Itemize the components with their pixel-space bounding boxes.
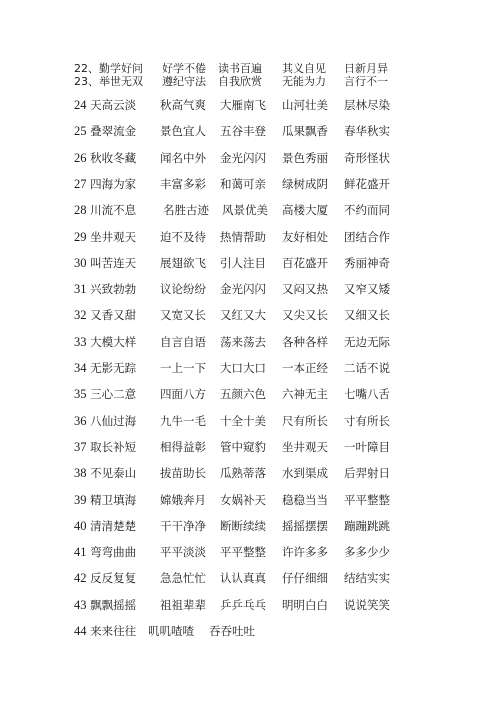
idiom-cell — [74, 121, 136, 141]
idiom-cell: 议论纷纷 — [160, 282, 206, 296]
row-number: 24 — [74, 98, 87, 112]
idiom-cell — [74, 174, 136, 194]
row-number: 36 — [74, 414, 87, 428]
idiom-cell: 23、举世无双 — [74, 75, 143, 88]
row-number: 38 — [74, 466, 87, 480]
idiom-cell: 一本正经 — [282, 361, 328, 375]
row-number: 29 — [74, 230, 87, 244]
row-number: 25 — [74, 124, 87, 138]
idiom-text: 来来往往 — [90, 624, 137, 638]
idiom-row — [0, 200, 500, 220]
idiom-cell — [74, 384, 136, 404]
row-number: 28 — [74, 203, 87, 217]
idiom-cell: 引人注目 — [220, 256, 266, 270]
idiom-cell: 无边无际 — [344, 335, 390, 349]
idiom-cell: 展翅欲飞 — [160, 256, 206, 270]
idiom-row — [0, 516, 500, 536]
row-number: 37 — [74, 440, 87, 454]
idiom-cell: 瓜熟蒂落 — [220, 466, 266, 480]
idiom-cell: 好学不倦 — [162, 62, 206, 75]
idiom-cell: 乒乒乓乓 — [220, 598, 266, 612]
idiom-cell: 奇形怪状 — [344, 151, 390, 165]
idiom-row — [0, 174, 500, 194]
idiom-cell: 吞吞吐吐 — [209, 624, 255, 638]
idiom-text: 清清楚楚 — [90, 519, 137, 533]
idiom-cell: 五颜六色 — [220, 387, 266, 401]
idiom-cell: 蹦蹦跳跳 — [344, 519, 390, 533]
idiom-cell: 秀丽神奇 — [344, 256, 390, 270]
idiom-cell: 又窄又矮 — [344, 282, 390, 296]
idiom-cell: 结结实实 — [344, 571, 390, 585]
idiom-cell — [74, 200, 136, 220]
idiom-cell: 不约而同 — [344, 203, 390, 217]
row-number: 42 — [74, 571, 87, 585]
idiom-cell: 相得益彰 — [160, 440, 206, 454]
idiom-cell: 金光闪闪 — [220, 151, 266, 165]
idiom-row — [0, 279, 500, 299]
row-number: 43 — [74, 598, 87, 612]
row-number: 26 — [74, 151, 87, 165]
idiom-cell: 高楼大厦 — [282, 203, 328, 217]
idiom-cell: 又宽又长 — [160, 308, 206, 322]
idiom-cell: 各种各样 — [282, 335, 328, 349]
idiom-cell: 水到渠成 — [282, 466, 328, 480]
idiom-cell: 后羿射日 — [344, 466, 390, 480]
idiom-cell: 祖祖辈辈 — [160, 598, 206, 612]
idiom-cell: 又闷又热 — [282, 282, 328, 296]
idiom-cell: 自我欣赏 — [218, 75, 262, 88]
idiom-cell: 大口大口 — [220, 361, 266, 375]
idiom-cell: 平平整整 — [344, 493, 390, 507]
idiom-cell — [74, 516, 136, 536]
idiom-row — [0, 437, 500, 457]
idiom-cell: 嫦娥奔月 — [160, 493, 206, 507]
idiom-cell — [74, 279, 136, 299]
idiom-cell: 又细又长 — [344, 308, 390, 322]
idiom-cell: 干干净净 — [160, 519, 206, 533]
idiom-cell — [74, 95, 136, 115]
idiom-cell: 四面八方 — [160, 387, 206, 401]
idiom-row — [0, 121, 500, 141]
idiom-cell: 平平淡淡 — [160, 545, 206, 559]
idiom-cell — [74, 542, 136, 562]
idiom-cell — [74, 437, 136, 457]
idiom-row — [0, 148, 500, 168]
idiom-cell: 五谷丰登 — [220, 124, 266, 138]
row-number: 44 — [74, 624, 87, 638]
idiom-cell: 景色宜人 — [160, 124, 206, 138]
idiom-text: 精卫填海 — [90, 493, 137, 507]
row-number: 27 — [74, 177, 87, 191]
idiom-cell: 急急忙忙 — [160, 571, 206, 585]
idiom-cell: 百花盛开 — [282, 256, 328, 270]
idiom-text: 叠翠流金 — [90, 124, 137, 138]
idiom-cell: 遵纪守法 — [162, 75, 206, 88]
idiom-text: 三心二意 — [90, 387, 137, 401]
idiom-cell: 言行不一 — [344, 75, 388, 88]
idiom-row — [0, 595, 500, 615]
idiom-cell — [74, 463, 136, 483]
idiom-row — [0, 332, 500, 352]
idiom-cell: 六神无主 — [282, 387, 328, 401]
idiom-cell: 说说笑笑 — [344, 598, 390, 612]
idiom-text: 不见泰山 — [90, 466, 137, 480]
idiom-cell: 多多少少 — [344, 545, 390, 559]
idiom-cell — [74, 148, 136, 168]
idiom-text: 又香又甜 — [90, 308, 137, 322]
idiom-text: 取长补短 — [90, 440, 137, 454]
idiom-cell: 明明白白 — [282, 598, 328, 612]
idiom-cell: 绿树成阴 — [282, 177, 328, 191]
idiom-cell — [74, 253, 136, 273]
idiom-cell: 女娲补天 — [220, 493, 266, 507]
idiom-cell: 风景优美 — [222, 203, 268, 217]
idiom-cell: 又尖又长 — [282, 308, 328, 322]
idiom-text: 八仙过海 — [90, 414, 137, 428]
idiom-cell — [74, 595, 136, 615]
idiom-cell: 山河壮美 — [282, 98, 328, 112]
idiom-cell: 稳稳当当 — [282, 493, 328, 507]
idiom-cell — [74, 332, 136, 352]
idiom-cell: 闻名中外 — [160, 151, 206, 165]
idiom-text: 川流不息 — [90, 203, 137, 217]
idiom-text: 反反复复 — [90, 571, 137, 585]
idiom-cell: 22、勤学好问 — [74, 62, 143, 75]
idiom-cell: 坐井观天 — [282, 440, 328, 454]
idiom-text: 叫苦连天 — [90, 256, 137, 270]
idiom-cell: 日新月异 — [344, 62, 388, 75]
row-number: 31 — [74, 282, 87, 296]
idiom-text: 弯弯曲曲 — [90, 545, 137, 559]
row-number: 30 — [74, 256, 87, 270]
row-number: 39 — [74, 493, 87, 507]
idiom-cell: 一上一下 — [160, 361, 206, 375]
idiom-text: 四海为家 — [90, 177, 137, 191]
idiom-row — [0, 542, 500, 562]
row-number: 34 — [74, 361, 87, 375]
idiom-text: 无影无踪 — [90, 361, 137, 375]
idiom-cell: 断断续续 — [220, 519, 266, 533]
row-number: 33 — [74, 335, 87, 349]
idiom-text: 兴致勃勃 — [90, 282, 137, 296]
row-number: 40 — [74, 519, 87, 533]
idiom-cell: 读书百遍 — [218, 62, 262, 75]
idiom-row — [0, 62, 500, 76]
idiom-row — [0, 95, 500, 115]
idiom-cell: 荡来荡去 — [220, 335, 266, 349]
idiom-cell — [74, 490, 136, 510]
row-number: 41 — [74, 545, 87, 559]
idiom-cell: 无能为力 — [282, 75, 326, 88]
idiom-cell: 平平整整 — [220, 545, 266, 559]
idiom-cell: 热情帮助 — [220, 230, 266, 244]
idiom-cell: 大雁南飞 — [220, 98, 266, 112]
idiom-text: 坐井观天 — [90, 230, 137, 244]
idiom-cell: 拔苗助长 — [160, 466, 206, 480]
row-number: 35 — [74, 387, 87, 401]
idiom-cell: 景色秀丽 — [282, 151, 328, 165]
idiom-cell: 瓜果飘香 — [282, 124, 328, 138]
idiom-cell: 迫不及待 — [160, 230, 206, 244]
idiom-cell — [74, 621, 136, 641]
idiom-row — [0, 621, 500, 641]
idiom-cell: 九牛一毛 — [160, 414, 206, 428]
idiom-cell: 许许多多 — [282, 545, 328, 559]
idiom-cell: 春华秋实 — [344, 124, 390, 138]
idiom-cell: 十全十美 — [220, 414, 266, 428]
idiom-cell: 寸有所长 — [344, 414, 390, 428]
idiom-text: 飘飘摇摇 — [90, 598, 137, 612]
idiom-cell — [74, 568, 136, 588]
idiom-row — [0, 463, 500, 483]
idiom-cell: 尺有所长 — [282, 414, 328, 428]
idiom-text: 秋收冬藏 — [90, 151, 137, 165]
idiom-cell: 其义自见 — [282, 62, 326, 75]
idiom-cell: 和蔼可亲 — [220, 177, 266, 191]
idiom-row — [0, 358, 500, 378]
idiom-text: 大模大样 — [90, 335, 137, 349]
idiom-cell: 二话不说 — [344, 361, 390, 375]
idiom-cell: 认认真真 — [220, 571, 266, 585]
idiom-cell: 叽叽喳喳 — [148, 624, 194, 638]
idiom-cell: 友好相处 — [282, 230, 328, 244]
idiom-cell: 团结合作 — [344, 230, 390, 244]
idiom-cell: 层林尽染 — [344, 98, 390, 112]
idiom-cell: 鲜花盛开 — [344, 177, 390, 191]
idiom-cell: 秋高气爽 — [160, 98, 206, 112]
idiom-row — [0, 490, 500, 510]
idiom-cell: 自言自语 — [160, 335, 206, 349]
idiom-cell: 仔仔细细 — [282, 571, 328, 585]
idiom-row — [0, 305, 500, 325]
idiom-cell — [74, 358, 136, 378]
idiom-row — [0, 227, 500, 247]
idiom-row — [0, 411, 500, 431]
idiom-text: 天高云淡 — [90, 98, 137, 112]
idiom-cell — [74, 227, 136, 247]
idiom-cell: 摇摇摆摆 — [282, 519, 328, 533]
idiom-cell: 又红又大 — [220, 308, 266, 322]
idiom-cell: 管中窥豹 — [220, 440, 266, 454]
idiom-row — [0, 384, 500, 404]
idiom-row — [0, 253, 500, 273]
idiom-cell: 名胜古迹 — [163, 203, 209, 217]
idiom-cell: 丰富多彩 — [160, 177, 206, 191]
idiom-cell: 七嘴八舌 — [344, 387, 390, 401]
idiom-cell: 一叶障目 — [344, 440, 390, 454]
idiom-row — [0, 568, 500, 588]
idiom-cell — [74, 411, 136, 431]
idiom-cell: 金光闪闪 — [220, 282, 266, 296]
idiom-cell — [74, 305, 136, 325]
idiom-row — [0, 75, 500, 89]
row-number: 32 — [74, 308, 87, 322]
